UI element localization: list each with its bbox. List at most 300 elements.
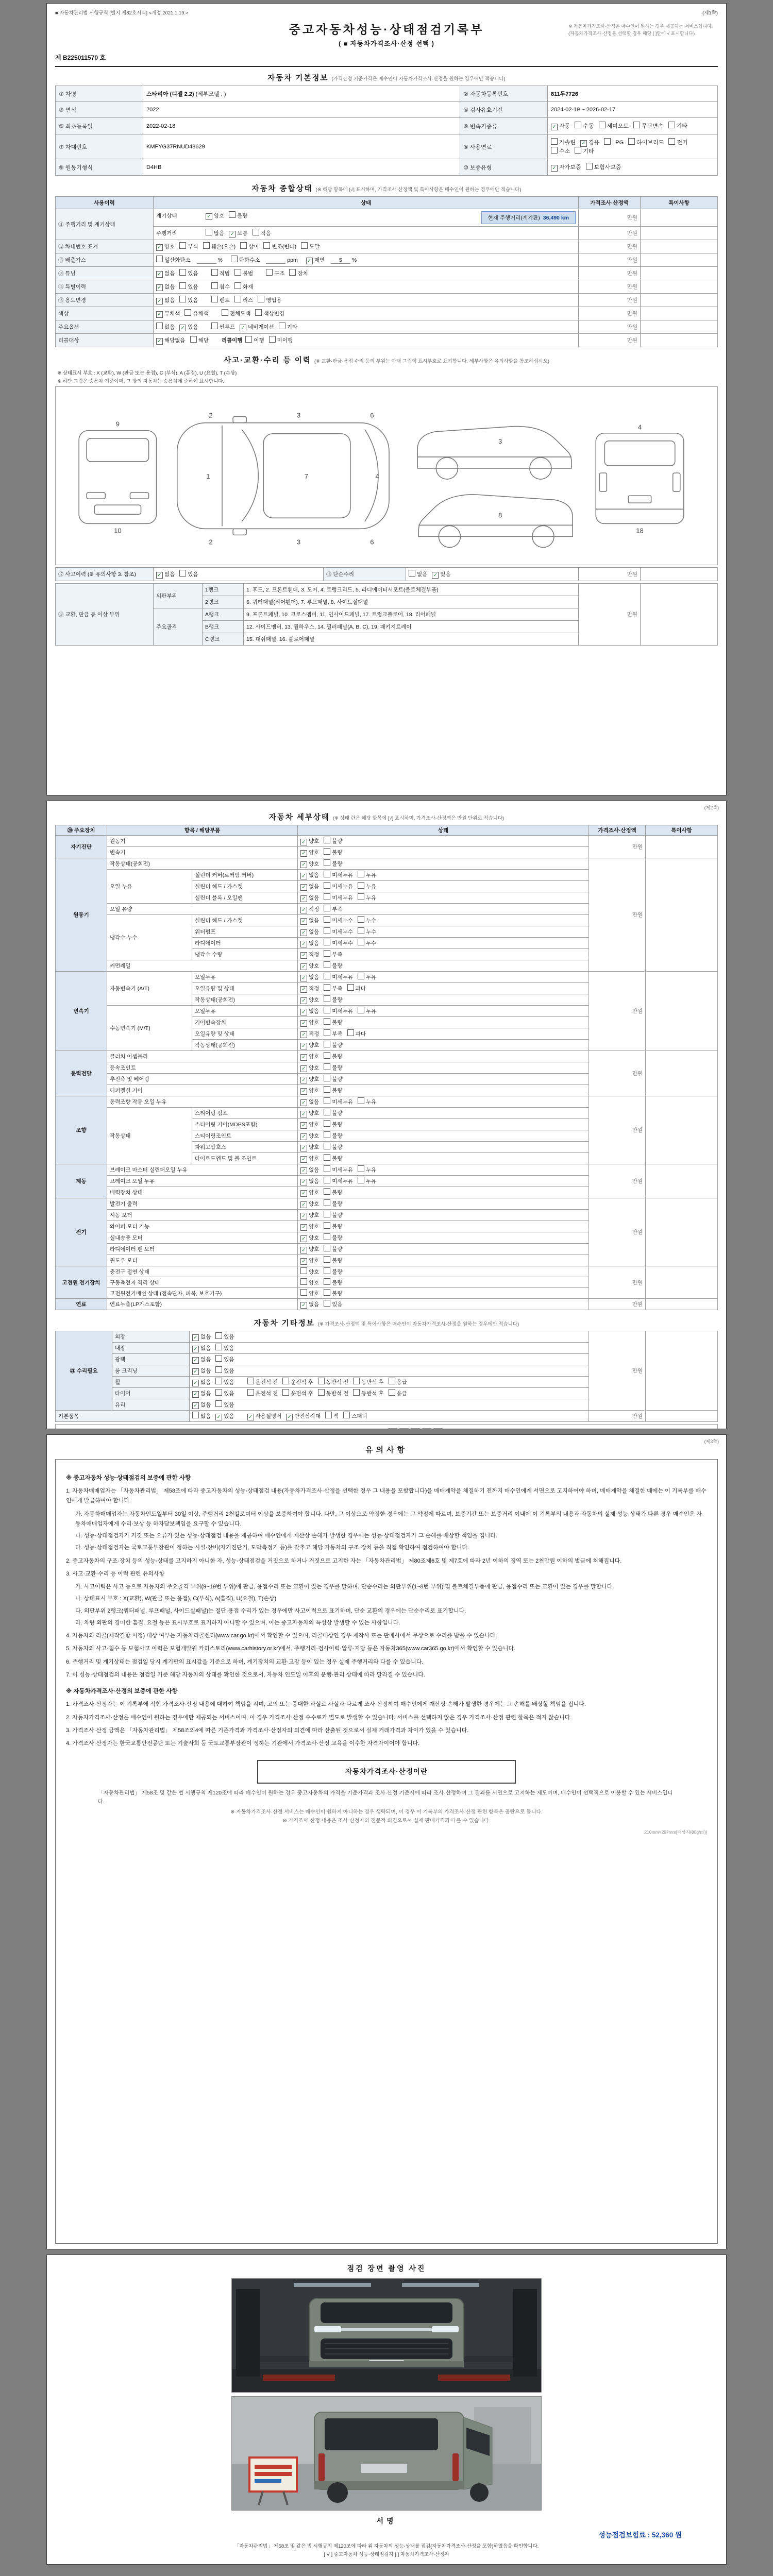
checkbox-운전석 후 xyxy=(282,1378,313,1386)
checkbox-미세누유 xyxy=(324,1165,353,1174)
td-el: 항목 / 해당부품 xyxy=(107,825,298,836)
item-label: 디퍼렌셜 기어 xyxy=(107,1085,298,1096)
span-el xyxy=(156,311,213,317)
checkbox-있음 xyxy=(179,570,198,578)
span-el: 동반석 전 xyxy=(326,1379,349,1385)
span-el: 있음 xyxy=(224,1345,234,1351)
span-el xyxy=(358,973,364,979)
checkbox-불량 xyxy=(324,1199,342,1208)
checkbox-불량 xyxy=(324,1188,342,1196)
checkbox-전기 xyxy=(668,138,687,146)
span-el: ✓ xyxy=(156,284,163,291)
detail-row xyxy=(56,1198,718,1210)
span-el: 양호 xyxy=(309,861,320,867)
span-el: 부족 xyxy=(332,952,343,958)
span-el: ✓ xyxy=(300,1247,307,1253)
remark-cell xyxy=(641,209,718,227)
row-state xyxy=(154,240,579,253)
price-definition-text: 「자동차관리법」 제58조 및 같은 법 시행규칙 제120조에 따라 매수인이 원하는 경우 중고자동차의 가격을 기준가격과 조사·산정 기준서에 따라 조사·산정하여 그 결과를 서면으로 고지하는 제도이며, 매수인이 선택적으로 이용할 수 있는 서비스입니다. xyxy=(98,1789,673,1805)
span-el: 양호 xyxy=(309,1156,320,1162)
overall-row xyxy=(56,334,718,347)
checkbox-양호 xyxy=(300,1200,319,1208)
td-el: 만원 xyxy=(589,1096,646,1164)
tr-el xyxy=(56,1425,718,1430)
span-el xyxy=(324,1052,330,1059)
span-el xyxy=(266,270,313,277)
checkbox-양호 xyxy=(300,1245,319,1253)
span-el: 미세누수 xyxy=(332,940,353,946)
span-el: 불량 xyxy=(332,838,343,844)
span-el: ✓ xyxy=(300,1213,307,1219)
span-el: ✓ xyxy=(300,929,307,936)
span-el: 양호 xyxy=(309,1235,320,1241)
span-el: 부족 xyxy=(332,986,343,992)
span-el xyxy=(353,1389,360,1396)
checkbox-있음 xyxy=(179,296,198,304)
span-el: 적정 xyxy=(309,952,320,958)
etc-item-state xyxy=(190,1343,589,1354)
circle-el xyxy=(327,2482,348,2503)
span-el: 양호 xyxy=(309,1122,320,1128)
checkbox-응급 xyxy=(389,1389,407,1397)
span-el: 사용설명서 xyxy=(255,1413,282,1419)
span-el xyxy=(604,138,611,145)
checkbox-없음 xyxy=(192,1355,211,1364)
span-el: 불량 xyxy=(332,1280,343,1286)
notice-paragraph: 7. 이 성능·상태점검의 내용은 점검일 기준 해당 자동차의 상태를 확인한 것으로서, 자동차 인도일 이후의 운행·관리 상태에 따라 달라질 수 있습니다. xyxy=(66,1671,425,1678)
checkbox-없음 xyxy=(300,883,319,891)
span-el: 양호 xyxy=(309,1269,320,1275)
item-state xyxy=(298,836,589,847)
span-el: ✓ xyxy=(300,839,307,845)
span-el: 많음 xyxy=(214,230,225,236)
notices-title: 유의사항 xyxy=(365,1446,408,1454)
item-label: 동력조향 작동 오일 누유 xyxy=(107,1096,298,1108)
span-el xyxy=(324,973,330,979)
checkbox-미세누수 xyxy=(324,939,353,947)
checkbox-동반석 후 xyxy=(353,1389,384,1397)
notice-paragraph: 5. 자동차의 사고·침수 등 보험사고 이력은 보험개발원 카히스토리(www.carhistory.or.kr)에서, 주행거리·검사이력·압류·저당 등은 자동차365(www.car365.go.kr)에서 확인할 수 있습니다. xyxy=(66,1646,516,1652)
device-label: 전기 xyxy=(56,1198,107,1266)
span-el: 양호 xyxy=(309,1190,320,1196)
item-state xyxy=(298,904,589,915)
notice-paragraph: 나. 성능·상태점검자가 거짓 또는 오류가 있는 성능·상태점검 내용을 제공하여 매수인에게 재산상 손해가 발생한 경우에는 성능·상태점검자가 그 손해를 배상할 책임을 집니다. xyxy=(75,1533,497,1539)
span-el xyxy=(347,1029,354,1036)
td-el: 만원 xyxy=(589,858,646,972)
checkbox-수소 xyxy=(551,147,570,155)
diagram-part-number: 7 xyxy=(304,472,309,481)
remark-cell xyxy=(641,240,718,253)
item-state xyxy=(298,1130,589,1142)
tr-el xyxy=(56,102,718,118)
checkbox-불량 xyxy=(324,1267,342,1276)
registration-number xyxy=(548,86,718,102)
span-el xyxy=(324,1245,330,1251)
checkbox-불량 xyxy=(324,1120,342,1128)
device-label: 원동기 xyxy=(56,858,107,972)
span-el: 없음 xyxy=(200,1345,211,1351)
section-note: (가격산정 기준가격은 매수인이 자동차가격조사·산정을 원하는 경우에만 적습니다) xyxy=(331,76,506,82)
item-state xyxy=(298,1187,589,1198)
checkbox-불량 xyxy=(324,1289,342,1297)
span-el xyxy=(551,138,558,145)
span-el: 없음 xyxy=(417,571,428,578)
span-el: (세부모델 : ) xyxy=(195,91,226,97)
span-el: 없음 xyxy=(309,974,320,980)
span-el: 없음 xyxy=(309,940,320,946)
notice-paragraph: 나. 상태표시 부호 : X(교환), W(판금 또는 용접), C(부식), A(흠집), U(요철), T(손상) xyxy=(75,1596,277,1602)
checkbox-있음 xyxy=(215,1332,234,1341)
item-label: 작동상태 xyxy=(107,1108,192,1164)
checkbox-없음 xyxy=(300,928,319,936)
checkbox-많음 xyxy=(206,229,224,237)
subitem-label: 실린더 커버(로커암 커버) xyxy=(192,870,298,881)
span-el: 누유 xyxy=(365,884,377,890)
item-label: 원동기 xyxy=(107,836,298,847)
parts-items: 12. 사이드멤버, 13. 휠하우스, 14. 필러패널(A, B, C), 19. 패키지트레이 xyxy=(244,621,579,633)
subitem-label: 스티어링 기어(MDPS포함) xyxy=(192,1119,298,1130)
span-el: 있음 xyxy=(224,1391,234,1397)
td-el: 만원 xyxy=(579,568,641,581)
td-el: 상태 xyxy=(298,825,589,836)
checkbox-불량 xyxy=(324,1143,342,1151)
price-definition-notes xyxy=(66,1808,707,1825)
item-state xyxy=(298,1288,589,1299)
parts-items: 6. 쿼터패널(리어휀더), 7. 루프패널, 8. 사이드실패널 xyxy=(244,596,579,608)
overall-status-table xyxy=(55,196,718,347)
etc-item-state xyxy=(190,1331,589,1343)
checkbox-미세누유 xyxy=(324,1177,353,1185)
checkbox-없음 xyxy=(156,296,175,304)
checkbox-없음 xyxy=(300,917,319,925)
row-label: ⑮ 특별이력 xyxy=(56,280,154,294)
checkbox-과다 xyxy=(347,1029,366,1038)
td-el xyxy=(646,1096,718,1164)
span-el xyxy=(206,230,276,236)
checkbox-없음 xyxy=(300,894,319,902)
page-mark-3: (제3쪽) xyxy=(704,1439,719,1444)
span-el: 없음 xyxy=(200,1334,211,1340)
span-el: 무단변속 xyxy=(642,123,664,129)
rect-el xyxy=(233,529,246,535)
span-el: 미세누유 xyxy=(332,1099,353,1105)
item-state xyxy=(298,892,589,904)
row-state xyxy=(154,334,579,347)
span-el: 주행거리 xyxy=(156,230,177,236)
title-note-1: ※ 자동차가격조사·산정은 매수인이 원하는 경우 제공하는 서비스입니다. xyxy=(568,24,713,29)
subitem-label: 실린더 블록 / 오일팬 xyxy=(192,892,298,904)
td-el: ⑳ 주요장치 xyxy=(56,825,107,836)
span-el xyxy=(255,309,262,316)
checkbox-있음 xyxy=(215,1366,234,1375)
span-el: ✓ xyxy=(300,1201,307,1208)
span-el xyxy=(324,905,330,911)
span-el: 있음 xyxy=(188,324,198,330)
checkbox-없음 xyxy=(300,1177,319,1185)
span-el xyxy=(409,570,415,577)
checkbox-없음 xyxy=(300,871,319,879)
span-el: 하이브리드 xyxy=(636,140,664,146)
section-note: (※ 상태 란은 해당 항목에 [√] 표시하며, 가격조사·산정액은 만원 단위로 적습니다) xyxy=(332,816,505,821)
parts-items: 9. 프론트패널, 10. 크로스멤버, 11. 인사이드패널, 17. 트렁크플로어, 18. 리어패널 xyxy=(244,608,579,621)
checkbox-누유 xyxy=(358,1177,376,1185)
checkbox-불량 xyxy=(324,1041,342,1049)
etc-item-label: 타이어 xyxy=(112,1388,190,1399)
checkbox-누유 xyxy=(358,882,376,890)
span-el xyxy=(358,1177,364,1183)
span-el: 누유 xyxy=(365,895,377,901)
span-el: 불량 xyxy=(332,1224,343,1230)
etc-item-state xyxy=(190,1377,589,1388)
checkbox-있음 xyxy=(215,1412,234,1420)
rect-el xyxy=(513,2289,537,2377)
span-el xyxy=(222,309,228,316)
item-label: 충전구 절연 상태 xyxy=(107,1266,298,1277)
td-el: 만원 xyxy=(589,1411,646,1422)
span-el xyxy=(389,1389,395,1396)
basic-info-section xyxy=(55,67,718,176)
section-title: 사고·교환·수리 등 이력 xyxy=(224,357,311,365)
item-state xyxy=(298,1198,589,1210)
circle-el xyxy=(470,2483,489,2502)
checkbox-불량 xyxy=(324,1256,342,1264)
span-el: 없음 xyxy=(200,1379,211,1385)
checkbox-경유 xyxy=(580,138,599,147)
section-title: 자동차 기본정보 xyxy=(267,74,329,82)
item-state xyxy=(298,1119,589,1130)
span-el xyxy=(156,270,203,277)
checkbox-불량 xyxy=(324,848,342,856)
span-el xyxy=(324,1086,330,1093)
subitem-label: 라디에이터 xyxy=(192,938,298,949)
span-el xyxy=(389,1378,395,1384)
span-el: 훼손(오손) xyxy=(211,244,236,250)
checkbox-없음 xyxy=(192,1378,211,1386)
parts-row xyxy=(56,584,718,596)
checkbox-양호 xyxy=(300,1278,319,1286)
rect-el xyxy=(599,473,607,492)
item-label: 브레이크 오일 누유 xyxy=(107,1176,298,1187)
span-el: 적정 xyxy=(309,986,320,992)
checkbox-양호 xyxy=(300,860,319,868)
tbody-el xyxy=(56,86,718,176)
span-el: ✓ xyxy=(179,325,186,331)
span-el xyxy=(324,1222,330,1229)
accident-history-header xyxy=(55,349,718,384)
checkbox-누유 xyxy=(358,973,376,981)
checkbox-있음 xyxy=(215,1400,234,1409)
span-el xyxy=(324,871,330,877)
row-state xyxy=(154,320,579,334)
etc-item-label: 내장 xyxy=(112,1343,190,1354)
etc-item-state xyxy=(190,1399,589,1411)
span-el xyxy=(358,916,364,923)
span-el: ✓ xyxy=(229,231,236,238)
span-el: 양호 xyxy=(164,244,175,250)
checkbox-불량 xyxy=(324,1131,342,1140)
checkbox-적정 xyxy=(300,905,319,913)
span-el: ✓ xyxy=(580,140,587,147)
checkbox-불량 xyxy=(324,859,342,868)
checkbox-잭 xyxy=(325,1412,339,1420)
g-el xyxy=(417,427,572,479)
checkbox-양호 xyxy=(300,996,319,1004)
span-el xyxy=(211,296,218,302)
checkbox-보통 xyxy=(229,229,247,238)
checkbox-양호 xyxy=(300,1132,319,1140)
checkbox-불량 xyxy=(324,1018,342,1026)
td-el xyxy=(646,1051,718,1096)
span-el xyxy=(279,323,285,329)
price-amount-cell: 만원 xyxy=(579,294,641,307)
span-el: 부족 xyxy=(332,1031,343,1037)
span-el xyxy=(575,147,581,154)
section-title: 자동차 종합상태 xyxy=(251,185,313,193)
checkbox-일산화탄소 xyxy=(156,256,191,264)
span-el: 경유 xyxy=(588,140,600,146)
span-el: ✓ xyxy=(300,1099,307,1106)
checkbox-누유 xyxy=(358,1097,376,1106)
td-el xyxy=(646,858,718,972)
span-el: 잭 xyxy=(333,1413,339,1419)
span-el xyxy=(324,848,330,855)
checkbox-양호 xyxy=(300,962,319,970)
checkbox-있음 xyxy=(179,269,198,277)
checkbox-미이행 xyxy=(269,336,293,344)
etc-item-label: 룸 크리닝 xyxy=(112,1365,190,1377)
td-el: ⑦ 차대번호 xyxy=(56,134,143,159)
span-el xyxy=(358,893,364,900)
span-el xyxy=(324,1256,330,1263)
checkbox-양호 xyxy=(300,1019,319,1027)
span-el xyxy=(289,269,296,276)
price-definition-note: ※ 자동차가격조사·산정 서비스는 매수인이 원하지 아니하는 경우 생략되며, 이 경우 이 기록부의 가격조사·산정 관련 항목은 공란으로 둡니다. xyxy=(230,1809,543,1816)
span-el: 불량 xyxy=(332,1156,343,1162)
tr-el xyxy=(56,118,718,134)
span-el: 불량 xyxy=(332,1088,343,1094)
notice-heading: ※ 자동차가격조사·산정의 보증에 관한 사항 xyxy=(66,1688,178,1695)
overall-status-section xyxy=(55,178,718,347)
diagram-note-legend: ※ 하단 그림은 승용차 기준이며, 그 밖의 자동차는 승용차에 준하여 표시합니다. xyxy=(57,379,225,384)
span-el xyxy=(358,1165,364,1172)
parts-category: 외판부위 xyxy=(154,584,203,608)
panel-detail-status xyxy=(46,801,727,1429)
signature-statement xyxy=(55,2543,718,2559)
price-amount-cell: 만원 xyxy=(579,253,641,267)
span-el: 양호 xyxy=(309,1054,320,1060)
diagram-part-number: 8 xyxy=(498,511,502,519)
checkbox-불량 xyxy=(324,1052,342,1060)
b-el: 리콜이행 xyxy=(221,337,243,344)
document-subtitle: ( ■ 자동차가격조사·산정 선택 ) xyxy=(339,40,434,47)
span-el xyxy=(269,336,276,343)
span-el: 없음 xyxy=(164,324,175,330)
span-el xyxy=(324,1097,330,1104)
span-el xyxy=(324,1109,330,1115)
checkbox-장치 xyxy=(289,269,308,277)
div-el xyxy=(55,20,718,48)
subitem-label: 오일유량 및 상태 xyxy=(192,983,298,994)
span-el: 부족 xyxy=(332,906,343,912)
checkbox-양호 xyxy=(300,1053,319,1061)
span-el: ✓ xyxy=(300,907,307,913)
span-el xyxy=(324,1029,330,1036)
basic-items-state xyxy=(190,1411,589,1422)
td-el: 만원 xyxy=(589,1331,646,1411)
checkbox-이행 xyxy=(245,336,264,344)
detail-row xyxy=(56,1096,718,1108)
rect-el xyxy=(309,2361,464,2367)
span-el xyxy=(324,1007,330,1013)
notice-paragraph: 가. 사고이력은 사고 등으로 자동차의 주요골격 부위(9~19번 부위)에 판금, 용접수리 또는 교환이 있는 경우를 말하며, 단순수리는 외판부위(1~8번 부위) 및 볼트체결부품에 판금, 용접수리 또는 교환이 있는 경우를 말합니다. xyxy=(75,1584,614,1590)
span-el: 없음 xyxy=(164,297,175,303)
span-el: 양호 xyxy=(309,1291,320,1297)
basic-items-label: 기본품목 xyxy=(56,1411,190,1422)
span-el: ✓ xyxy=(192,1357,199,1364)
parts-label: ⑲ 교환, 판금 등 이상 부위 xyxy=(56,584,154,646)
item-state xyxy=(298,881,589,892)
checkbox-불량 xyxy=(229,211,247,219)
item-state xyxy=(298,1210,589,1221)
span-el: ✓ xyxy=(300,1088,307,1095)
span-el xyxy=(156,337,213,344)
price-definition-box xyxy=(257,1760,516,1784)
path-el xyxy=(242,430,258,522)
span-el: 수소 xyxy=(559,148,570,155)
b-el: 811두7726 xyxy=(551,91,578,97)
span-el: 없음 xyxy=(309,1099,320,1105)
td-el: ⑥ 변속기종류 xyxy=(460,118,548,134)
detail-row xyxy=(56,836,718,847)
checkbox-침수 xyxy=(211,282,230,291)
span-el xyxy=(324,1289,330,1296)
td-el: 가격조사·산정액 xyxy=(589,825,646,836)
item-state xyxy=(298,1142,589,1153)
checkbox-양호 xyxy=(300,1041,319,1049)
span-el: ✓ xyxy=(156,298,163,304)
checkbox-없음 xyxy=(156,570,175,579)
span-el: 양호 xyxy=(309,997,320,1003)
span-el: 운전석 후 xyxy=(291,1391,313,1397)
span-el: 누유 xyxy=(365,1099,377,1105)
row-label: ⑬ 배출가스 xyxy=(56,253,154,267)
checkbox-하이브리드 xyxy=(628,138,664,146)
span-el: 불량 xyxy=(332,1235,343,1241)
span-el: ✓ xyxy=(300,1302,307,1309)
span-el: 없음 xyxy=(200,1402,211,1408)
span-el: ✓ xyxy=(300,918,307,925)
checkbox-없음 xyxy=(192,1389,211,1398)
checkbox-불량 xyxy=(324,961,342,970)
span-el: 양호 xyxy=(309,1258,320,1264)
item-state xyxy=(298,1299,589,1310)
span-el: ✓ xyxy=(192,1368,199,1375)
subitem-label: 스티어링조인트 xyxy=(192,1130,298,1142)
checkbox-없음 xyxy=(156,283,175,291)
checkbox-동반석 전 xyxy=(318,1378,349,1386)
rect-el xyxy=(255,2479,281,2483)
span-el xyxy=(324,1075,330,1081)
tr-el xyxy=(56,568,718,581)
checkbox-누수 xyxy=(358,927,376,936)
span-el: ✓ xyxy=(300,997,307,1004)
span-el xyxy=(206,229,212,235)
span-el: 양호 xyxy=(309,838,320,844)
checkbox-기타 xyxy=(279,323,297,331)
paper-spec: 210mm×297mm[백상지(80g/㎡)] xyxy=(644,1829,707,1835)
checkbox-없음 xyxy=(300,1166,319,1174)
span-el: 없음 xyxy=(309,929,320,935)
